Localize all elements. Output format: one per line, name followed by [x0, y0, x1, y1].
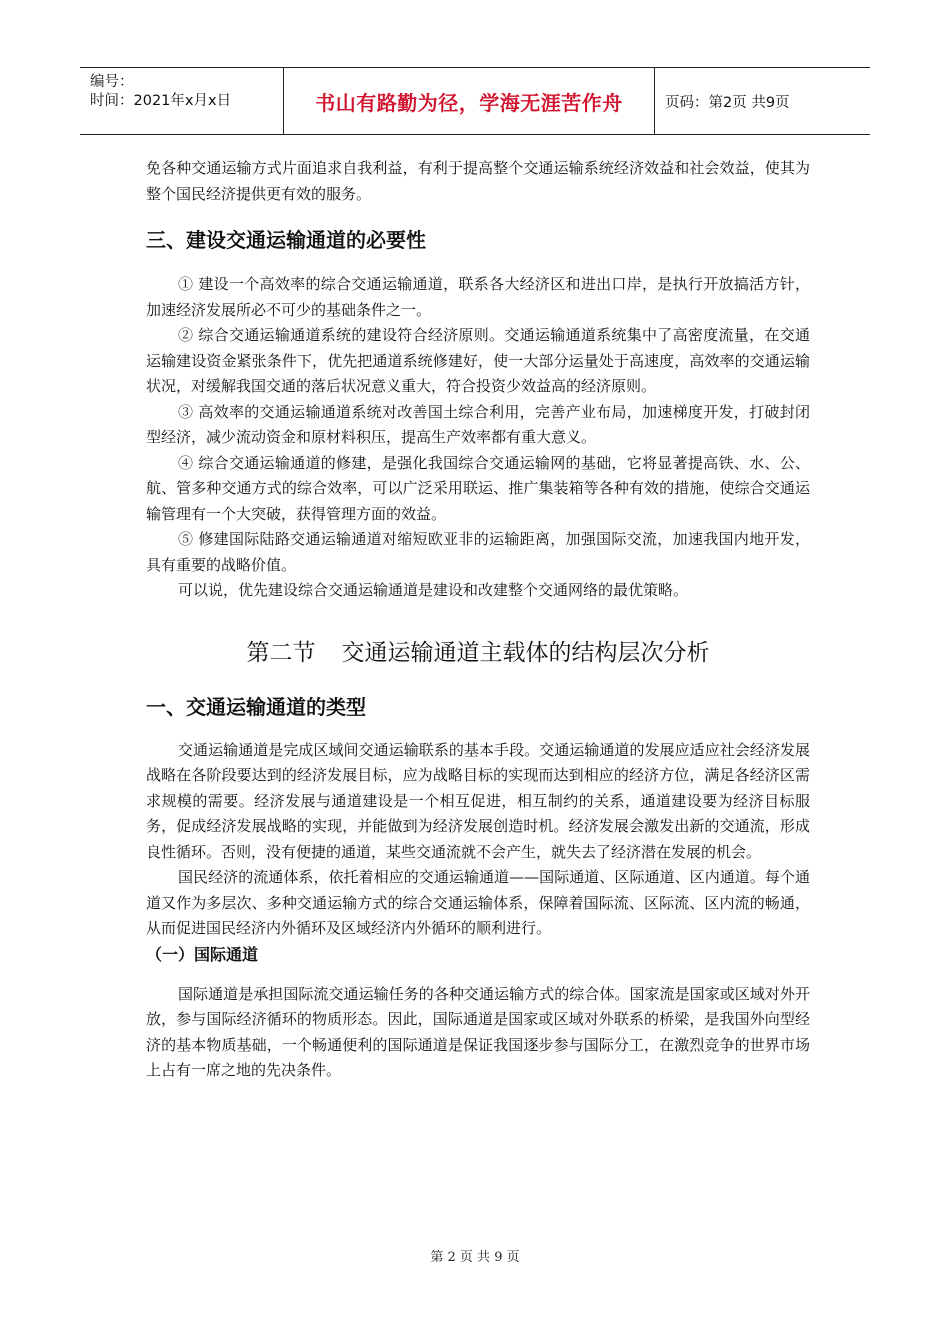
subsection1-paragraph: 国际通道是承担国际流交通运输任务的各种交通运输方式的综合体。国家流是国家或区域对外开放，参与国际经济循环的物质形态。因此，国际通道是国家或区域对外联系的桥梁，是我国外向型经济的基本物质基础，一个畅通便利的国际通道是保证我国逐步参与国际分工，在激烈竞争的世界市场上占有一席之地的先决条件。 [146, 984, 810, 1079]
header-page-cell [655, 68, 870, 134]
section3-item-3: ③ 高效率的交通运输通道系统对改善国土综合利用，完善产业布局，加速梯度开发，打破封闭型经济，减少流动资金和原材料积压，提高生产效率都有重大意义。 [146, 402, 810, 446]
chapter-heading-number: 第二节 [246, 639, 316, 666]
section3-item-1: ① 建设一个高效率的综合交通运输通道，联系各大经济区和进出口岸，是执行开放搞活方针，加速经济发展所必不可少的基础条件之一。 [146, 275, 810, 319]
section3-item-5: ⑤ 修建国际陆路交通运输通道对缩短欧亚非的运输距离，加强国际交流，加速我国内地开发，具有重要的战略价值。 [146, 530, 810, 574]
intro-continuation-paragraph: 免各种交通运输方式片面追求自我利益，有利于提高整个交通运输系统经济效益和社会效益，使其为整个国民经济提供更有效的服务。 [146, 159, 810, 203]
chapter-heading-title: 交通运输通道主载体的结构层次分析 [341, 639, 710, 666]
header-page-info: 页码：第2页 共9页 [665, 94, 790, 111]
section3-heading: 三、建设交通运输通道的必要性 [146, 228, 426, 252]
section3-conclusion: 可以说，优先建设综合交通运输通道是建设和改建整个交通网络的最优策略。 [178, 581, 689, 599]
subsection1-heading: （一）国际通道 [146, 944, 259, 964]
section3-item-4: ④ 综合交通运输通道的修建，是强化我国综合交通运输网的基础，它将显著提高铁、水、公、航、管多种交通方式的综合效率，可以广泛采用联运、推广集装箱等各种有效的措施，使综合交通运输管理有一个大突破，获得管理方面的效益。 [146, 453, 810, 523]
document-number-label: 编号： [90, 74, 134, 90]
page-footer: 第 2 页 共 9 页 [430, 1250, 520, 1265]
header-motto-cell [283, 68, 655, 134]
document-body [146, 156, 810, 1084]
section1-paragraph-1: 交通运输通道是完成区域间交通运输联系的基本手段。交通运输通道的发展应适应社会经济发展战略在各阶段要达到的经济发展目标，应为战略目标的实现而达到相应的经济方位，满足各经济区需求规模的需要。经济发展与通道建设是一个相互促进，相互制约的关系，通道建设要为经济目标服务，促成经济发展战略的实现，并能做到为经济发展创造时机。经济发展会激发出新的交通流，形成良性循环。否则，没有便捷的通道，某些交通流就不会产生，就失去了经济潜在发展的机会。 [146, 740, 810, 861]
chapter-heading [146, 634, 810, 667]
document-date-label: 时间：2021年x月x日 [90, 93, 232, 109]
header-meta-cell [80, 68, 283, 134]
header-table [80, 67, 870, 135]
section3-item-2: ② 综合交通运输通道系统的建设符合经济原则。交通运输通道系统集中了高密度流量，在交通运输建设资金紧张条件下，优先把通道系统修建好，使一大部分运量处于高速度，高效率的交通运输状况，对缓解我国交通的落后状况意义重大，符合投资少效益高的经济原则。 [146, 326, 810, 395]
section1-heading: 一、交通运输通道的类型 [146, 694, 366, 719]
section1-paragraph-2: 国民经济的流通体系，依托着相应的交通运输通道——国际通道、区际通道、区内通道。每个通道又作为多层次、多种交通运输方式的综合交通运输体系，保障着国际流、区际流、区内流的畅通，从而促进国民经济内外循环及区域经济内外循环的顺利进行。 [146, 868, 810, 937]
header-motto: 书山有路勤为径，学海无涯苦作舟 [315, 90, 623, 115]
